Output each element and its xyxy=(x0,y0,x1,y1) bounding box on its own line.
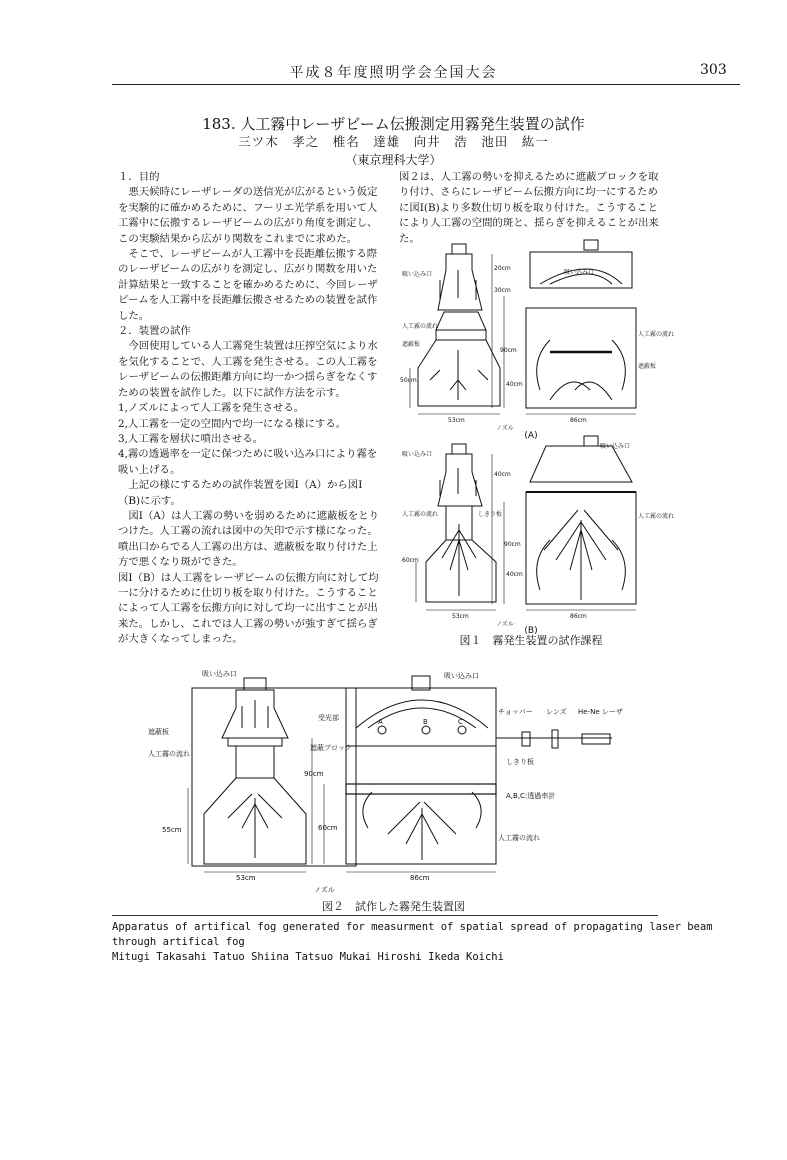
fig1b-label-suction: 吸い込み口 xyxy=(402,451,433,458)
list-item: 1,ノズルによって人工霧を発生させる。 xyxy=(118,402,305,415)
fig2-label-lens: レンズ xyxy=(546,708,567,716)
fig1a-front-shield: 遮蔽板 xyxy=(638,363,657,370)
fig2-label-shield-plate: 遮蔽板 xyxy=(148,728,169,736)
fig2-dim-86: 86cm xyxy=(410,874,430,882)
fig2-label-receiver: 受光部 xyxy=(318,714,339,722)
fig1a-dim-40: 40cm xyxy=(506,381,523,388)
english-title-block xyxy=(112,920,712,965)
fig2-laser-setup xyxy=(496,730,612,748)
fig2-label-b: B xyxy=(423,718,428,726)
fig2-label-c: C xyxy=(458,718,463,726)
fig1b-dim-60: 60cm xyxy=(402,557,419,564)
section-heading-prototype: ２．装置の試作 xyxy=(118,325,191,338)
fig1a-dim-86: 86cm xyxy=(570,417,587,424)
fig2-dimensions xyxy=(188,738,496,872)
paragraph: 悪天候時にレーザレーダの送信光が広がるという仮定を実験的に確かめるために、フーリエ光学系を用いて人工霧中に伝搬するレーザビームの広がり角度を測定し、この実験結果から広がり関数をこれまでに求めた。 xyxy=(118,186,378,245)
paragraph: 図Ⅰ（A）は人工霧の勢いを弱めるために遮蔽板をとりつけた。人工霧の流れは図中の矢印で示す様になった。噴出口からでる人工霧の出方は、遮蔽板を取り付けた上方で悪くなり斑ができた。 xyxy=(118,509,379,569)
english-title-line-1: Apparatus of artifical fog generated for measurment of spatial spread of propagating laser beam xyxy=(112,921,713,933)
fig1-panel-b-label: (B) xyxy=(524,626,538,636)
section-heading-purpose: １．目的 xyxy=(118,171,160,183)
fig2-label-partition: しきり板 xyxy=(506,758,534,766)
fig1b-label-partition: しきり板 xyxy=(478,511,503,518)
fig1a-dim-30: 30cm xyxy=(494,287,511,294)
fig1b-dim-86: 86cm xyxy=(570,613,587,620)
paragraph: 今回使用している人工霧発生装置は圧搾空気により水を気化することで、人工霧を発生させる。この人工霧をレーザビームの伝搬距離方向に均一かつ揺らぎをなくすための装置を試作した。以下に試作方法を示す。 xyxy=(118,340,378,399)
english-rule xyxy=(112,915,658,916)
fig1b-front-fog-flow: 人工霧の流れ xyxy=(638,513,675,520)
fig1a-label-nozzle: ノズル xyxy=(496,425,514,432)
fig2-dim-60: 60cm xyxy=(318,824,338,832)
fig2-dim-55: 55cm xyxy=(162,826,182,834)
fig2-label-shield-block: 遮蔽ブロック xyxy=(310,744,352,752)
fig1a-dim-53: 53cm xyxy=(448,417,465,424)
fig2-label-nozzle: ノズル xyxy=(314,886,335,894)
fig2-label-suction: 吸い込み口 xyxy=(444,672,479,680)
fig2-label-fog-flow-front: 人工霧の流れ xyxy=(498,834,540,842)
paper-title: 183. 人工霧中レーザビーム伝搬測定用霧発生装置の試作 xyxy=(202,115,585,133)
page-number: 303 xyxy=(700,62,727,78)
fig2-label-transmittance: A,B,C:透過率計 xyxy=(506,792,556,800)
fig1b-label-nozzle: ノズル xyxy=(496,621,514,628)
fig1a-dim-90: 90cm xyxy=(500,347,517,354)
paper-affiliation: （東京理科大学） xyxy=(345,153,442,167)
fig1b-dim-40b: 40cm xyxy=(506,571,523,578)
fig1b-dim-90: 90cm xyxy=(504,541,521,548)
list-item: 3,人工霧を層状に噴出させる。 xyxy=(118,432,263,445)
fig2-label-fog-flow: 人工霧の流れ xyxy=(148,750,190,758)
fig1b-side-view xyxy=(426,444,496,602)
english-authors: Mitugi Takasahi Tatuo Shiina Tatsuo Mukai Hiroshi Ikeda Koichi xyxy=(112,951,504,963)
fig1b-dim-53: 53cm xyxy=(452,613,469,620)
fig2-front-view xyxy=(346,676,496,864)
paragraph: 上記の様にするための試作装置を図Ⅰ（A）から図Ⅰ（B)に示す。 xyxy=(118,479,363,507)
fig2-label-chopper: チョッパー xyxy=(498,708,533,716)
conference-title: 平成８年度照明学会全国大会 xyxy=(289,65,498,81)
fig1b-dim-40: 40cm xyxy=(494,471,511,478)
left-column xyxy=(118,170,380,648)
paragraph: 図Ⅰ（B）は人工霧をレーザビームの伝搬方向に対して均一に分けるために仕切り板を取り付けた。こうすることによって人工霧を伝搬方向に対して均一に出すことが出来た。しかし、これでは人工霧の勢いが強すぎて揺らぎが大きくなってしまった。 xyxy=(118,571,379,646)
figure-2-diagram xyxy=(132,668,628,908)
header-rule xyxy=(112,84,740,85)
fig1a-label-shield: 遮蔽板 xyxy=(402,341,421,348)
right-column xyxy=(399,170,667,247)
fig2-label-a: A xyxy=(378,718,383,726)
paragraph: そこで、レーザビームが人工霧中を長距離伝搬する際のレーザビームの広がりを測定し、広がり関数を用いた計算結果と一致することを確かめるために、今回レーザビームを人工霧中を長距離伝搬させるための装置を試作した。 xyxy=(118,248,378,322)
figure-1-caption: 図１ 霧発生装置の試作課程 xyxy=(459,634,603,647)
fig1b-front-suction: 吸い込み口 xyxy=(600,443,631,450)
fig1a-front-suction: 吸い込み口 xyxy=(564,269,595,276)
fig2-dim-53: 53cm xyxy=(236,874,256,882)
fig1a-label-fog-flow: 人工霧の流れ xyxy=(402,323,439,330)
list-item: 4,霧の透過率を一定に保つために吸い込み口により霧を吸い上げる。 xyxy=(118,448,378,476)
figure-1-diagram xyxy=(400,240,675,636)
fig2-label-suction-side: 吸い込み口 xyxy=(202,670,237,678)
paragraph: 図２は、人工霧の勢いを抑えるために遮蔽ブロックを取り付け、さらにレーザビーム伝搬方向に均一にするために図Ⅰ(B)より多数仕切り板を取り付けた。こうすることにより人工霧の空間的斑と、揺らぎを抑えることが出来た。 xyxy=(399,171,659,245)
fig2-label-laser: He-Ne レーザ xyxy=(578,708,623,716)
fig1b-front-view xyxy=(526,436,636,604)
fig1a-dim-20: 20cm xyxy=(494,265,511,272)
fig1a-front-fog-flow: 人工霧の流れ xyxy=(638,331,675,338)
list-item: 2,人工霧を一定の空間内で均一になる様にする。 xyxy=(118,417,347,430)
english-title-line-2: through artifical fog xyxy=(112,936,245,948)
fig1b-label-fog-flow: 人工霧の流れ xyxy=(402,511,439,518)
fig1-panel-a-label: (A) xyxy=(524,431,538,441)
fig1a-dim-50: 50cm xyxy=(400,377,417,384)
paper-authors: 三ツ木 孝之 椎名 達雄 向井 浩 池田 紘一 xyxy=(238,134,549,149)
fig2-side-view xyxy=(192,678,356,866)
fig1a-front-view xyxy=(526,240,636,408)
fig1a-label-suction: 吸い込み口 xyxy=(402,271,433,278)
fig2-dim-90: 90cm xyxy=(304,770,324,778)
figure-2-caption: 図２ 試作した霧発生装置図 xyxy=(322,900,465,913)
